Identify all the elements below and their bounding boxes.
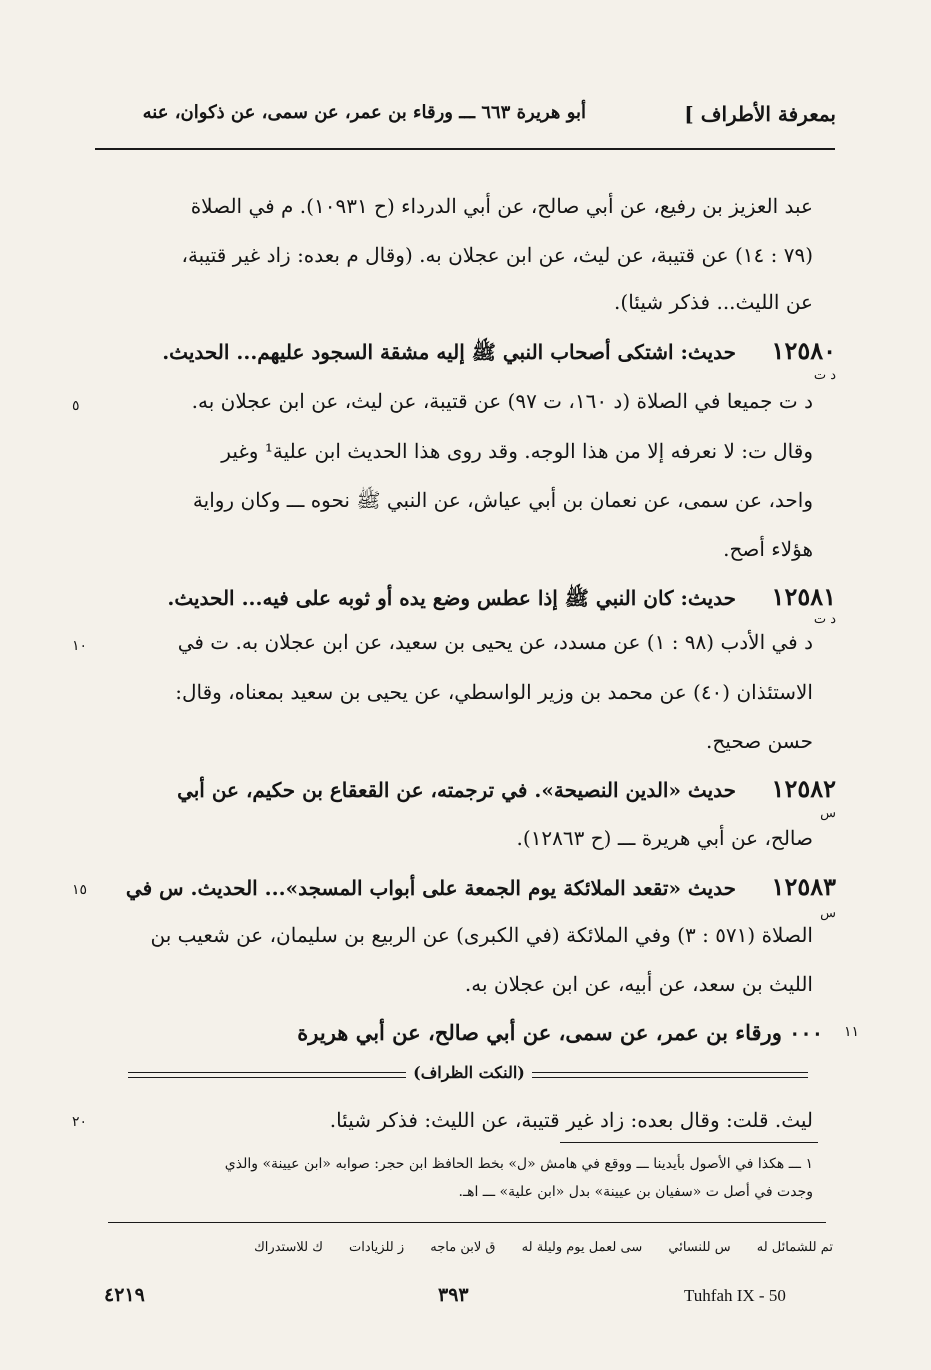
entry-line: حديث «تقعد الملائكة يوم الجمعة على أبواب المسجد»... الحديث. س في xyxy=(125,876,736,900)
margin-number: ٥ xyxy=(72,398,80,414)
divider-line xyxy=(128,1077,406,1078)
legend-rule xyxy=(108,1222,826,1223)
hadith-number: ١٢٥٨٢ xyxy=(771,774,836,803)
entry-line: صالح، عن أبي هريرة ـــ (ح ١٢٨٦٣). xyxy=(516,826,813,850)
footnote-line: وجدت في أصل ت «سفيان بن عيينة» بدل «ابن علية» ـــ اهـ. xyxy=(458,1184,813,1200)
header-center: أبو هريرة ٦٦٣ ـــ ورقاء بن عمر، عن سمى، عن ذكوان، عنه xyxy=(142,102,586,123)
entry-line: حسن صحيح. xyxy=(706,729,813,753)
siglum: س xyxy=(820,906,836,921)
entry-line: د في الأدب (٩٨ : ١) عن مسدد، عن يحيى بن سعيد، عن ابن عجلان به. ت في xyxy=(177,630,813,654)
siglum: د ت xyxy=(813,612,836,627)
footer-total-number: ٤٢١٩ xyxy=(104,1284,145,1306)
legend-item: ز للزيادات xyxy=(349,1240,405,1255)
nukat-text: ليث. قلت: وقال بعده: زاد غير قتيبة، عن الليث: فذكر شيئا. xyxy=(329,1108,813,1132)
entry-line: هؤلاء أصح. xyxy=(723,537,813,561)
entry-line: واحد، عن سمى، عن نعمان بن أبي عياش، عن النبي ﷺ نحوه ـــ وكان رواية xyxy=(192,488,813,512)
divider-line xyxy=(532,1072,808,1073)
footnote-rule xyxy=(560,1142,818,1143)
legend-item: ك للاستدراك xyxy=(254,1240,323,1255)
margin-number: ٢٠ xyxy=(72,1114,88,1130)
entry-line: حديث: اشتكى أصحاب النبي ﷺ إليه مشقة السجود عليهم... الحديث. xyxy=(162,340,736,364)
header-rule xyxy=(95,148,835,150)
section-heading: ٠٠٠ ورقاء بن عمر، عن سمى، عن أبي صالح، عن أبي هريرة xyxy=(297,1020,823,1045)
legend-item: تم للشمائل له xyxy=(756,1240,833,1255)
legend-item: سى لعمل يوم وليلة له xyxy=(521,1240,643,1255)
body-line: عبد العزيز بن رفيع، عن أبي صالح، عن أبي الدرداء (ح ١٠٩٣١). م في الصلاة xyxy=(190,194,813,218)
margin-number: ١٥ xyxy=(72,882,88,898)
legend-item: س للنسائي xyxy=(668,1240,731,1255)
header-left-title: بمعرفة الأطراف ] xyxy=(684,102,836,126)
entry-line: حديث «الدين النصيحة». في ترجمته، عن القعقاع بن حكيم، عن أبي xyxy=(177,778,736,802)
footer-page-number: ٣٩٣ xyxy=(438,1284,469,1306)
body-line: عن الليث... فذكر شيئا). xyxy=(614,290,813,314)
margin-number: ١٠ xyxy=(72,638,88,654)
entry-line: الصلاة (٥٧١ : ٣) وفي الملائكة (في الكبرى) عن الربيع بن سليمان، عن شعيب بن xyxy=(150,923,813,947)
nukat-title: (النكت الظراف) xyxy=(413,1063,525,1082)
legend-item: ق لابن ماجه xyxy=(430,1240,496,1255)
sigla-legend xyxy=(232,1240,833,1255)
entry-line: وقال ت: لا نعرفه إلا من هذا الوجه. وقد روى هذا الحديث ابن علية¹ وغير xyxy=(221,439,813,463)
footer-volume: Tuhfah IX - 50 xyxy=(684,1286,786,1305)
section-number: ١١ xyxy=(843,1024,859,1040)
siglum: د ت xyxy=(813,368,836,383)
entry-line: الليث بن سعد، عن أبيه، عن ابن عجلان به. xyxy=(464,972,813,996)
body-line: (٧٩ : ١٤) عن قتيبة، عن ليث، عن ابن عجلان به. (وقال م بعده: زاد غير قتيبة، xyxy=(181,243,813,267)
divider-line xyxy=(128,1072,406,1073)
hadith-number: ١٢٥٨١ xyxy=(771,582,836,611)
entry-line: الاستئذان (٤٠) عن محمد بن وزير الواسطي، عن يحيى بن سعيد بمعناه، وقال: xyxy=(175,680,813,704)
divider-line xyxy=(532,1077,808,1078)
footnote-line: ١ ـــ هكذا في الأصول بأيدينا ـــ ووقع في هامش «ل» بخط الحافظ ابن حجر: صوابه «ابن عيينة» والذي xyxy=(224,1156,813,1172)
hadith-number: ١٢٥٨٣ xyxy=(771,872,836,901)
siglum: س xyxy=(820,806,836,821)
entry-line: د ت جميعا في الصلاة (د ١٦٠، ت ٩٧) عن قتيبة، عن ليث، عن ابن عجلان به. xyxy=(191,389,813,413)
hadith-number: ١٢٥٨٠ xyxy=(771,336,836,365)
entry-line: حديث: كان النبي ﷺ إذا عطس وضع يده أو ثوبه على فيه... الحديث. xyxy=(167,586,736,610)
